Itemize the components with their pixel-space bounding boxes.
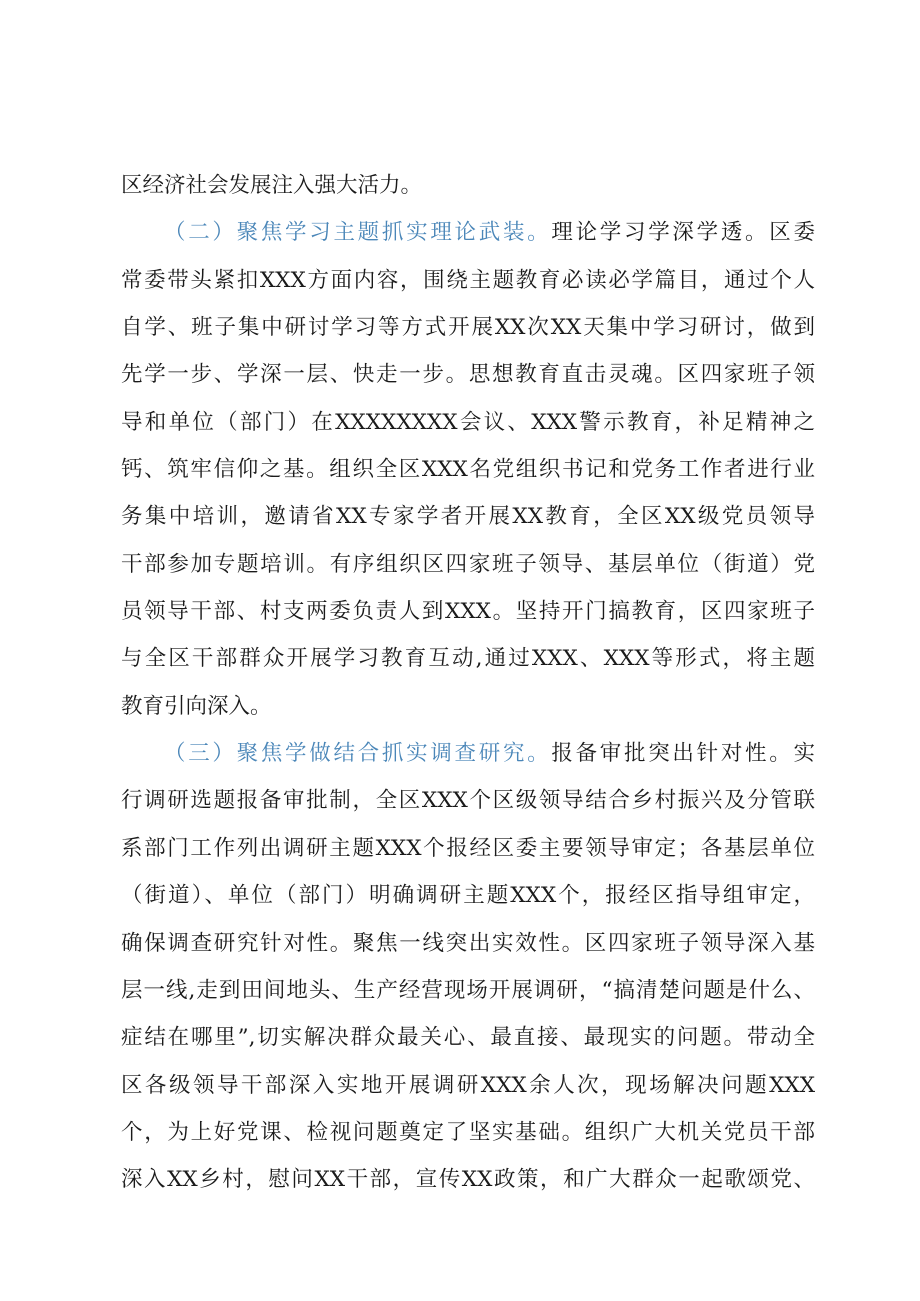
line-text: 症结在哪里”,切实解决群众最关心、最直接、最现实的问题。带动全	[121, 1025, 815, 1051]
section-heading: （二）聚焦学习主题抓实理论武装。	[164, 220, 552, 246]
line-text: 系部门工作列出调研主题XXX个报经区委主要领导审定；各基层单位	[121, 835, 815, 861]
line-text: 钙、筑牢信仰之基。组织全区XXX名党组织书记和党务工作者进行业	[121, 457, 815, 483]
line-text: 教育引向深入。	[121, 693, 272, 719]
text-line	[121, 588, 815, 635]
text-line	[121, 777, 815, 824]
text-line	[121, 446, 815, 493]
text-line	[121, 635, 815, 682]
text-line	[121, 872, 815, 919]
line-text: 行调研选题报备审批制，全区XXX个区级领导结合乡村振兴及分管联	[121, 788, 815, 814]
text-line	[121, 1014, 815, 1061]
line-text: 常委带头紧扣XXX方面内容，围绕主题教育必读必学篇目，通过个人	[121, 267, 815, 293]
text-line	[121, 1062, 815, 1109]
text-line	[121, 967, 815, 1014]
text-line	[121, 920, 815, 967]
line-text: 与全区干部群众开展学习教育互动,通过XXX、XXX等形式，将主题	[121, 646, 815, 672]
text-line	[121, 825, 815, 872]
line-text: 自学、班子集中研讨学习等方式开展XX次XX天集中学习研讨，做到	[121, 315, 815, 341]
line-text: 务集中培训，邀请省XX专家学者开展XX教育，全区XX级党员领导	[121, 504, 815, 530]
text-line	[121, 541, 815, 588]
body-text	[121, 162, 815, 1204]
line-text: 先学一步、学深一层、快走一步。思想教育直击灵魂。区四家班子领	[121, 362, 815, 388]
line-text: 区经济社会发展注入强大活力。	[121, 173, 423, 198]
text-line	[121, 162, 815, 209]
line-text: 干部参加专题培训。有序组织区四家班子领导、基层单位（街道）党	[121, 551, 815, 577]
line-text: 深入XX乡村，慰问XX干部，宣传XX政策，和广大群众一起歌颂党、	[121, 1167, 815, 1193]
line-text: 层一线,走到田间地头、生产经营现场开展调研，“搞清楚问题是什么、	[121, 977, 815, 1003]
line-text: 员领导干部、村支两委负责人到XXX。坚持开门搞教育，区四家班子	[121, 599, 815, 625]
text-line	[121, 304, 815, 351]
text-line	[121, 399, 815, 446]
line-text: 区各级领导干部深入实地开展调研XXX余人次，现场解决问题XXX	[121, 1072, 815, 1098]
text-line	[121, 1109, 815, 1156]
line-text: 确保调查研究针对性。聚焦一线突出实效性。区四家班子领导深入基	[121, 930, 815, 956]
line-text: （街道）、单位（部门）明确调研主题XXX个，报经区指导组审定，	[121, 883, 815, 909]
text-line	[121, 730, 815, 777]
line-text: 理论学习学深学透。区委	[551, 220, 815, 246]
text-line	[121, 683, 815, 730]
text-line	[121, 257, 815, 304]
text-line	[121, 1156, 815, 1203]
line-text: 个，为上好党课、检视问题奠定了坚实基础。组织广大机关党员干部	[121, 1119, 815, 1145]
text-line	[121, 493, 815, 540]
text-line	[121, 351, 815, 398]
section-heading: （三）聚焦学做结合抓实调查研究。	[164, 741, 552, 767]
line-text: 报备审批突出针对性。实	[551, 741, 815, 767]
line-text: 导和单位（部门）在XXXXXXXX会议、XXX警示教育，补足精神之	[121, 409, 815, 435]
text-line	[121, 209, 815, 256]
